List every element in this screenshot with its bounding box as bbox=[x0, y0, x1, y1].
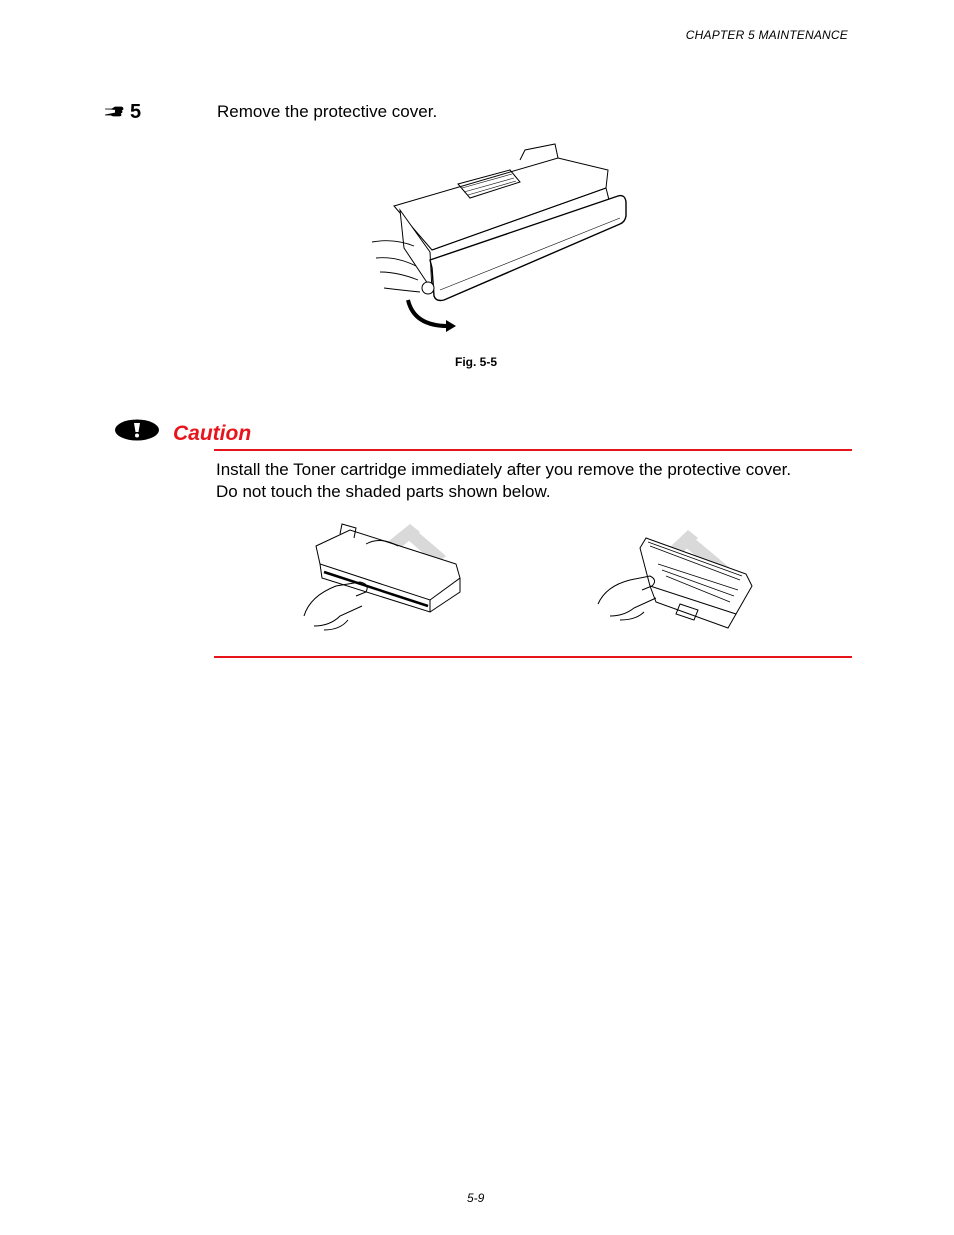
toner-cartridge-do-not-touch-illustration bbox=[300, 516, 475, 632]
caution-title: Caution bbox=[173, 422, 252, 445]
exclamation-icon bbox=[114, 419, 160, 441]
page-number: 5-9 bbox=[467, 1191, 485, 1205]
caution-bottom-rule bbox=[214, 656, 852, 658]
caution-line-2: Do not touch the shaded parts shown below. bbox=[216, 482, 551, 501]
step-number: 5 bbox=[130, 101, 142, 123]
figure-caption: Fig. 5-5 bbox=[455, 355, 498, 369]
caution-top-rule bbox=[214, 449, 852, 451]
remove-cover-illustration bbox=[370, 140, 632, 336]
step-instruction: Remove the protective cover. bbox=[217, 102, 438, 121]
drum-unit-do-not-touch-illustration bbox=[590, 524, 765, 640]
caution-text bbox=[216, 459, 866, 503]
caution-line-1: Install the Toner cartridge immediately after you remove the protective cover. bbox=[216, 460, 792, 479]
chapter-header: CHAPTER 5 MAINTENANCE bbox=[685, 28, 848, 42]
pointing-hand-icon bbox=[104, 105, 124, 119]
step-marker bbox=[104, 100, 141, 124]
